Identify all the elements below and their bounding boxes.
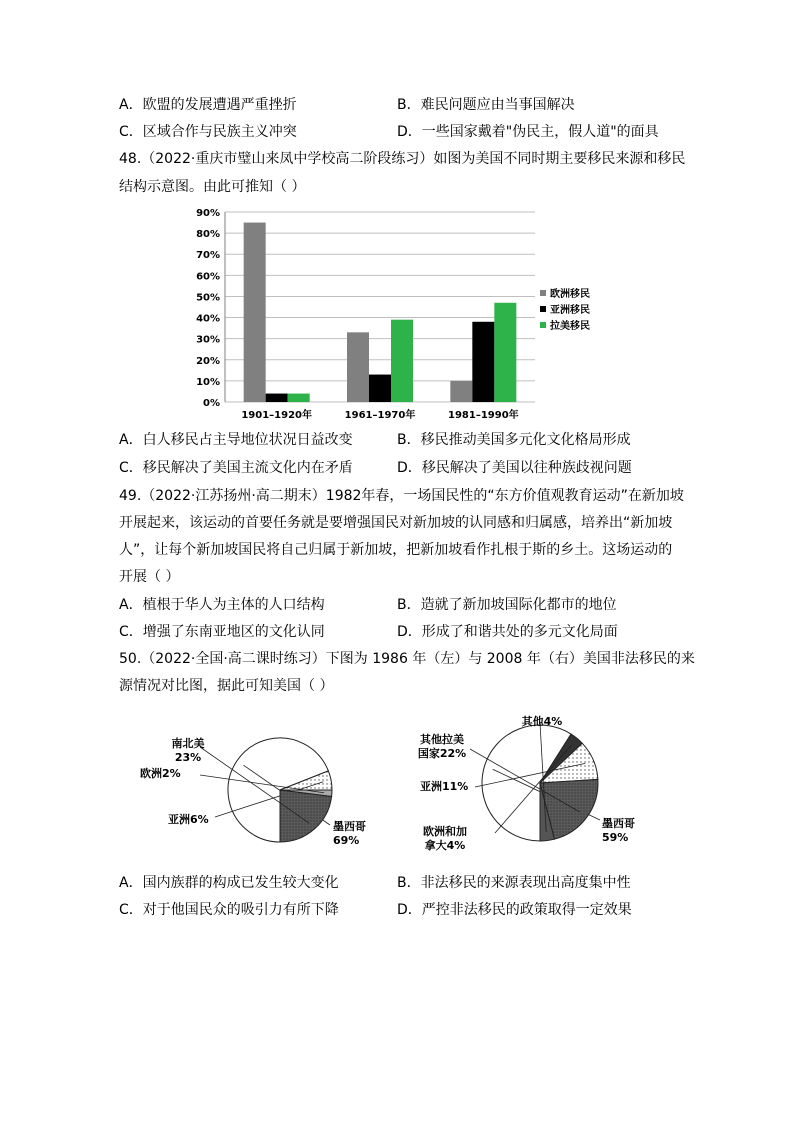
- legend-swatch: [540, 306, 546, 312]
- y-tick-label: 20%: [196, 355, 220, 367]
- slice-label-line2: 拿大: [424, 839, 447, 852]
- q47-option-a: A．欧盟的发展遭遇严重挫折: [119, 97, 297, 113]
- slice-pct: 4%: [543, 715, 563, 728]
- x-tick-label: 1981–1990年: [447, 410, 519, 421]
- y-tick-label: 40%: [196, 313, 220, 325]
- slice-label-name: 其他: [521, 715, 544, 728]
- slice-label: [168, 812, 209, 826]
- y-tick-label: 70%: [196, 250, 220, 262]
- y-tick-label: 30%: [196, 334, 220, 346]
- q50-stem: 50.（2022·全国·高二课时练习）下图为 1986 年（左）与 2008 年（右）美国非法移民的来: [119, 651, 695, 667]
- q47-option-c: C．区域合作与民族主义冲突: [119, 124, 297, 140]
- legend-label: 拉美移民: [550, 321, 590, 332]
- q48-option-b: B．移民推动美国多元化文化格局形成: [397, 432, 631, 448]
- legend-label: 欧洲移民: [550, 289, 590, 300]
- slice-pct: 11%: [442, 780, 469, 793]
- y-tick-label: 50%: [196, 292, 220, 304]
- slice-pct: 4%: [446, 839, 466, 852]
- slice-pct: 22%: [439, 747, 467, 760]
- pie-chart-1986: [130, 715, 370, 865]
- slice-label: [420, 779, 468, 793]
- q49-option-a: A．植根于华人为主体的人口结构: [119, 597, 325, 613]
- q50-option-c: C．对于他国民众的吸引力有所下降: [119, 902, 339, 918]
- bar: [472, 322, 494, 402]
- slice-pct: 6%: [190, 813, 209, 826]
- bar: [244, 223, 266, 402]
- y-tick-label: 10%: [196, 376, 220, 388]
- bar: [450, 381, 472, 402]
- bar: [347, 332, 369, 402]
- q48-stem: 48.（2022·重庆市璧山来凤中学校高二阶段练习）如图为美国不同时期主要移民来源和移民: [119, 151, 686, 167]
- y-tick-label: 60%: [196, 271, 220, 283]
- q49-option-b: B．造就了新加坡国际化都市的地位: [397, 597, 617, 613]
- q48-option-d: D．移民解决了美国以往种族歧视问题: [397, 460, 632, 476]
- q47-option-b: B．难民问题应由当事国解决: [397, 97, 575, 113]
- q49-stem-cont-3: 开展（ ）: [119, 569, 180, 585]
- slice-label-line2: 国家: [417, 747, 440, 760]
- x-tick-label: 1961–1970年: [344, 410, 416, 421]
- q50-option-b: B．非法移民的来源表现出高度集中性: [397, 875, 631, 891]
- q48-stem-cont: 结构示意图。由此可推知（ ）: [119, 179, 306, 195]
- q50-stem-cont: 源情况对比图，据此可知美国（ ）: [119, 678, 334, 694]
- slice-label-name: 亚洲: [168, 813, 190, 826]
- q48-option-a: A．白人移民占主导地位状况日益改变: [119, 432, 353, 448]
- slice-label: [140, 766, 181, 780]
- q49-stem-cont-1: 开展起来，该运动的首要任务就是要增强国民对新加坡的认同感和归属感，培养出“新加坡: [119, 515, 673, 531]
- slice-label: [522, 714, 563, 728]
- y-tick-label: 90%: [196, 208, 220, 219]
- slice-label: [418, 746, 466, 760]
- bar: [266, 394, 288, 402]
- slice-label: 墨西哥: [602, 817, 635, 830]
- pie-slice: [280, 790, 332, 842]
- bar: [391, 320, 413, 402]
- q49-stem: 49.（2022·江苏扬州·高二期末）1982年春，一场国民性的“东方价值观教育运动”在新加坡: [119, 488, 684, 504]
- bar: [369, 375, 391, 402]
- slice-label: 南北美: [171, 737, 205, 750]
- q49-option-c: C．增强了东南亚地区的文化认同: [119, 624, 325, 640]
- x-tick-label: 1901–1920年: [241, 410, 313, 421]
- slice-label: 墨西哥: [333, 820, 366, 833]
- q50-option-a: A．国内族群的构成已发生较大变化: [119, 875, 339, 891]
- slice-pct: 69%: [333, 834, 360, 847]
- y-tick-label: 80%: [196, 229, 220, 241]
- slice-label: 欧洲和加: [423, 825, 467, 838]
- q48-option-c: C．移民解决了美国主流文化内在矛盾: [119, 460, 353, 476]
- slice-label-name: 欧洲: [140, 767, 162, 780]
- slice-pct: 2%: [162, 767, 181, 780]
- bar: [288, 394, 310, 402]
- y-tick-label: 0%: [203, 398, 220, 409]
- slice-label: 其他拉美: [420, 733, 464, 746]
- bar-chart: [190, 200, 610, 425]
- pie-chart-2008: [400, 705, 660, 865]
- q49-stem-cont-2: 人”，让每个新加坡国民将自己归属于新加坡，把新加坡看作扎根于斯的乡土。这场运动的: [119, 542, 673, 558]
- slice-pct: 59%: [602, 831, 629, 844]
- legend-swatch: [540, 322, 546, 328]
- bar: [494, 303, 516, 402]
- slice-pct: 23%: [174, 751, 202, 764]
- slice-label: [425, 838, 466, 852]
- legend-label: 亚洲移民: [550, 305, 590, 316]
- q47-option-d: D．一些国家戴着"伪民主，假人道"的面具: [397, 124, 659, 140]
- legend-swatch: [540, 290, 546, 296]
- slice-label-name: 亚洲: [420, 780, 442, 793]
- q50-option-d: D．严控非法移民的政策取得一定效果: [397, 902, 632, 918]
- q49-option-d: D．形成了和谐共处的多元文化局面: [397, 624, 618, 640]
